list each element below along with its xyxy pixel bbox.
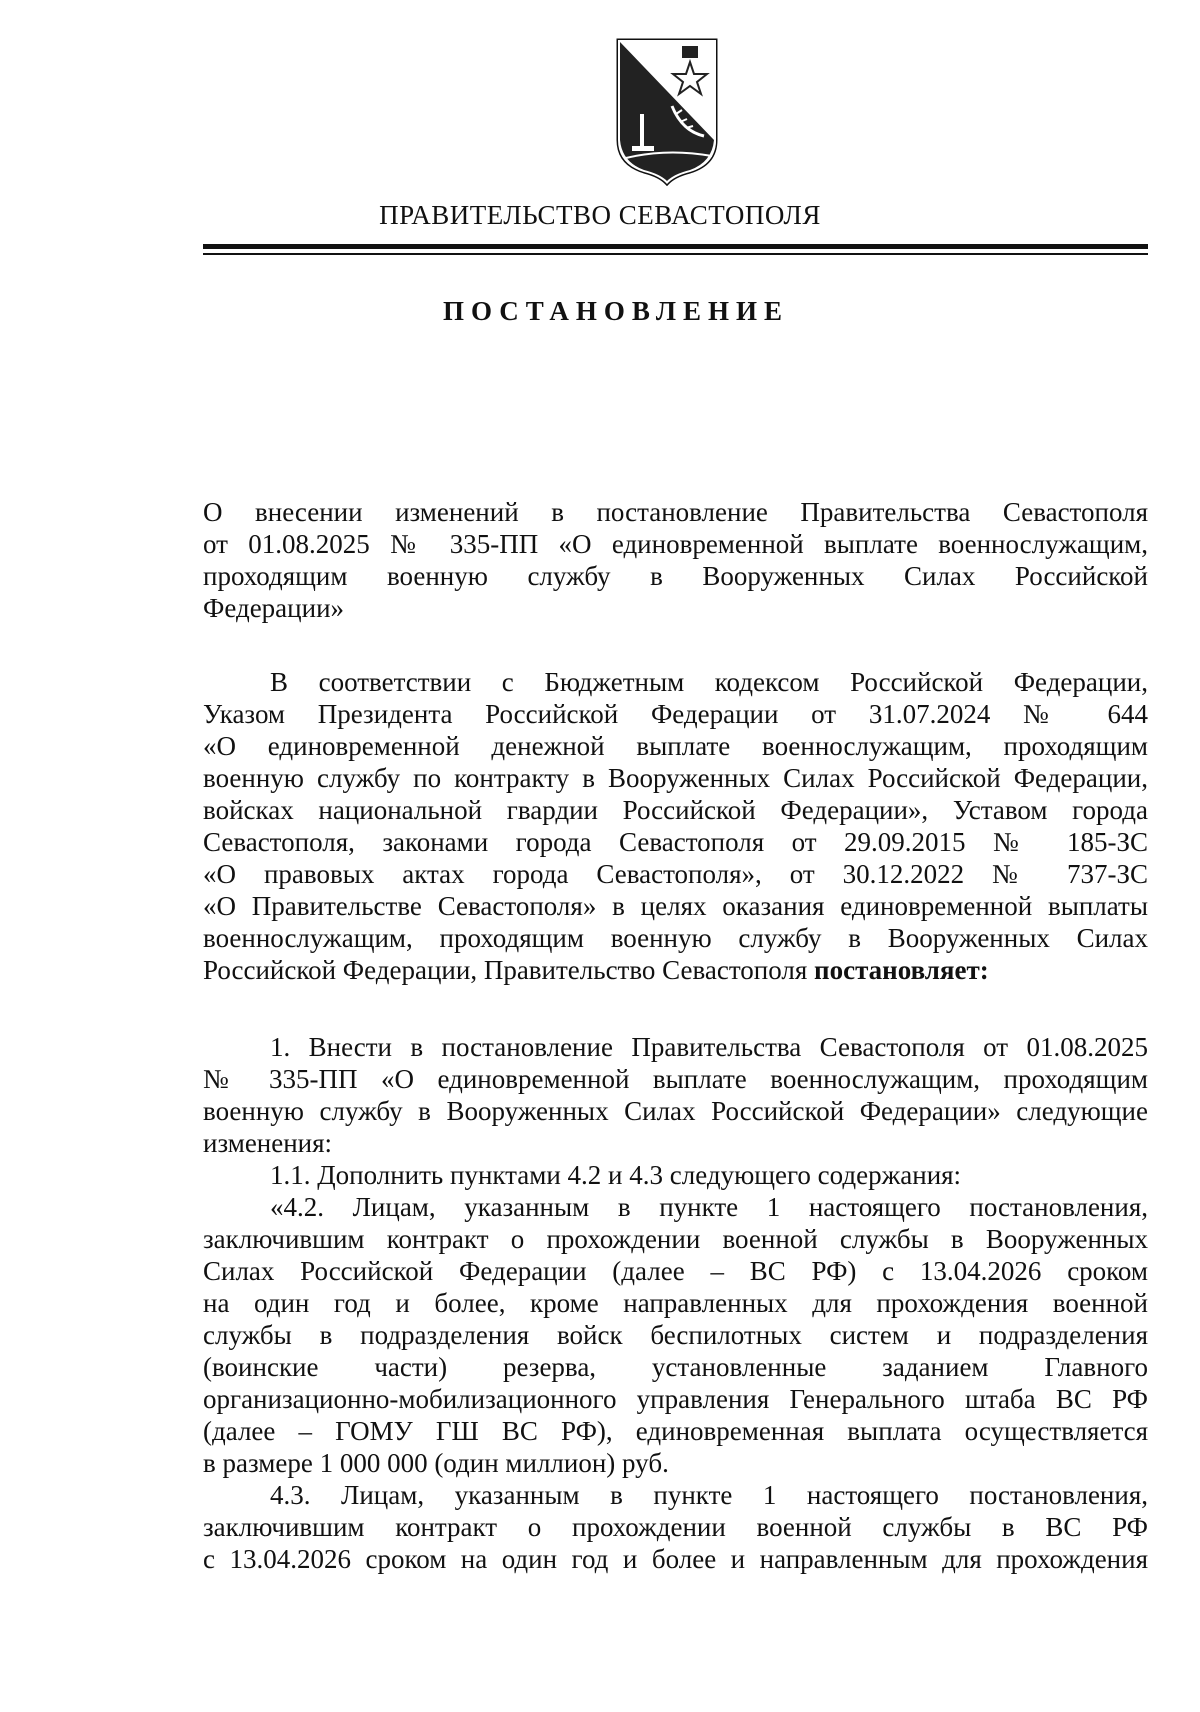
item-1-line: 1. Внести в постановление Правительства Севастополя от 01.08.2025 [270,1032,1148,1062]
preamble-line: В соответствии с Бюджетным кодексом Российской Федерации, [270,667,1148,697]
decision-word: постановляет: [814,955,989,985]
item-4-2-line: на один год и более, кроме направленных для прохождения военной [203,1288,1148,1318]
item-4-3-line: с 13.04.2026 сроком на один год и более и направленным для прохождения [203,1544,1148,1574]
item-4-2-line: заключившим контракт о прохождении военной службы в Вооруженных [203,1224,1148,1254]
item-4-2-line: службы в подразделения войск беспилотных систем и подразделения [203,1320,1148,1350]
item-4-2-line: «4.2. Лицам, указанным в пункте 1 настоящего постановления, [270,1192,1148,1222]
item-4-2-line: (далее – ГОМУ ГШ ВС РФ), единовременная выплата осуществляется [203,1416,1148,1446]
document-subject [203,496,1148,624]
item-4-2-line: в размере 1 000 000 (один миллион) руб. [203,1448,669,1478]
header-rule-thin [203,253,1148,255]
preamble-line: «О правовых актах города Севастополя», от 30.12.2022 № 737-ЗС [203,859,1148,889]
resolution-items [203,1031,1148,1575]
preamble-paragraph [203,666,1148,986]
subject-line: О внесении изменений в постановление Правительства Севастополя [203,497,1148,527]
item-4-2-line: Силах Российской Федерации (далее – ВС РФ) с 13.04.2026 сроком [203,1256,1148,1286]
document-type-title: ПОСТАНОВЛЕНИЕ [442,296,790,326]
item-4-3-line: 4.3. Лицам, указанным в пункте 1 настоящего постановления, [270,1480,1148,1510]
preamble-line: военнослужащим, проходящим военную службу в Вооруженных Силах [203,923,1148,953]
preamble-line: «О единовременной денежной выплате военнослужащим, проходящим [203,731,1148,761]
header-rule-thick [203,244,1148,249]
item-4-3-line: заключившим контракт о прохождении военной службы в ВС РФ [203,1512,1148,1542]
preamble-last-line [203,954,1148,986]
item-1-1-line: 1.1. Дополнить пунктами 4.2 и 4.3 следующего содержания: [270,1160,962,1190]
government-title: ПРАВИТЕЛЬСТВО СЕВАСТОПОЛЯ [379,200,821,230]
item-1-line: изменения: [203,1128,333,1158]
preamble-line: войсках национальной гвардии Российской Федерации», Уставом города [203,795,1148,825]
preamble-line: военную службу по контракту в Вооруженных Силах Российской Федерации, [203,763,1148,793]
subject-line: Федерации» [203,593,345,623]
item-1-line: военную службу в Вооруженных Силах Российской Федерации» следующие [203,1096,1148,1126]
subject-line: от 01.08.2025 № 335-ПП «О единовременной выплате военнослужащим, [203,529,1148,559]
preamble-last-text: Российской Федерации, Правительство Севастополя [203,955,808,985]
item-4-2-line: организационно-мобилизационного управления Генерального штаба ВС РФ [203,1384,1148,1414]
item-4-2-line: (воинские части) резерва, установленные заданием Главного [203,1352,1148,1382]
item-1-line: № 335-ПП «О единовременной выплате военнослужащим, проходящим [203,1064,1148,1094]
preamble-line: Севастополя, законами города Севастополя от 29.09.2015 № 185-ЗС [203,827,1148,857]
preamble-line: Указом Президента Российской Федерации от 31.07.2024 № 644 [203,699,1148,729]
coat-of-arms-icon [612,36,722,186]
preamble-line: «О Правительстве Севастополя» в целях оказания единовременной выплаты [203,891,1148,921]
subject-line: проходящим военную службу в Вооруженных Силах Российской [203,561,1148,591]
